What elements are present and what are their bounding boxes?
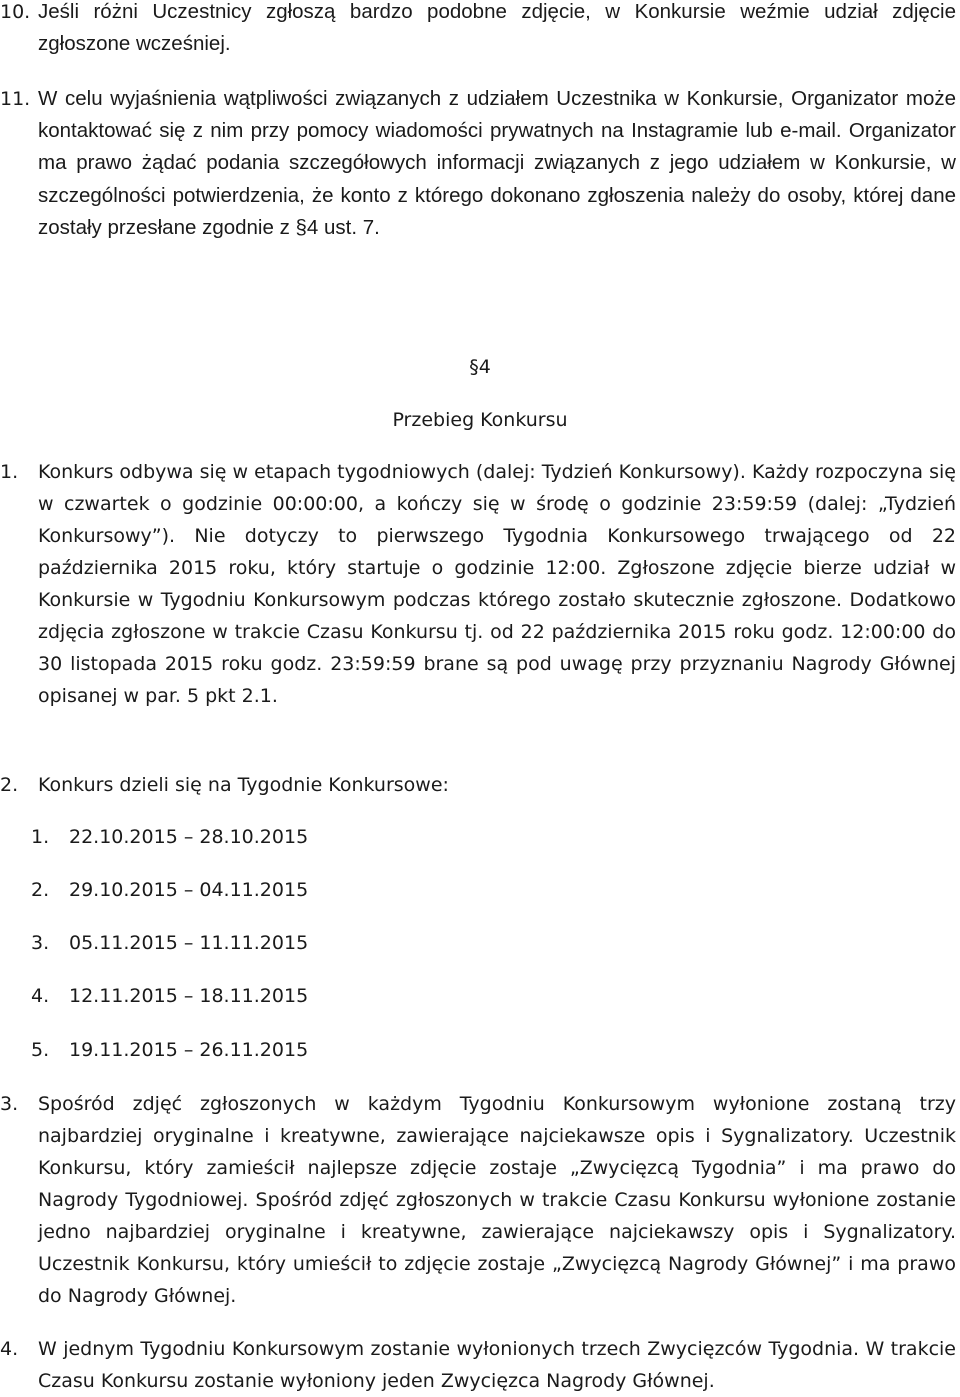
list-number: 11.	[0, 88, 31, 110]
list-item-4	[0, 1333, 960, 1397]
list-number: 3.	[0, 1093, 19, 1115]
list-number: 1.	[0, 461, 19, 483]
list-number: 2.	[0, 774, 19, 796]
list-text: Spośród zdjęć zgłoszonych w każdym Tygodniu Konkursowym wyłonione zostaną trzy najbardziej oryginalne i kreatywne, zawierające najciekawsze opis i Sygnalizatory. Uczestnik Konkursu, który zamieścił najlepsze zdjęcie zostaje „Zwycięzcą Tygodnia” i ma prawo do Nagrody Tygodniowej. Spośród zdjęć zgłoszonych w trakcie Czasu Konkursu wyłonione zostanie jedno najbardziej oryginalne i kreatywne, zawierające najciekawszy opis i Sygnalizatory. Uczestnik Konkursu, który umieścił to zdjęcie zostaje „Zwycięzcą Nagrody Głównej” i ma prawo do Nagrody Głównej.	[38, 1093, 956, 1307]
week-range: 22.10.2015 – 28.10.2015	[69, 826, 309, 848]
list-text: Konkurs odbywa się w etapach tygodniowych (dalej: Tydzień Konkursowy). Każdy rozpoczyna się w czwartek o godzinie 00:00:00, a kończy się w środę o godzinie 23:59:59 (dalej: „Tydzień Konkursowy”). Nie dotyczy to pierwszego Tygodnia Konkursowego trwającego od 22 października 2015 roku, który startuje o godzinie 12:00. Zgłoszone zdjęcie bierze udział w Konkursie w Tygodniu Konkursowym podczas którego zostało skutecznie zgłoszone. Dodatkowo zdjęcia zgłoszone w trakcie Czasu Konkursu tj. od 22 października 2015 roku godz. 12:00:00 do 30 listopada 2015 roku godz. 23:59:59 brane są pod uwagę przy przyznaniu Nagrody Głównej opisanej w par. 5 pkt 2.1.	[38, 461, 956, 707]
list-text: W jednym Tygodniu Konkursowym zostanie wyłonionych trzech Zwycięzców Tygodnia. W trakcie Czasu Konkursu zostanie wyłoniony jeden Zwycięzca Nagrody Głównej.	[38, 1338, 956, 1392]
week-number: 3.	[31, 932, 50, 954]
list-text: W celu wyjaśnienia wątpliwości związanych z udziałem Uczestnika w Konkursie, Organizator może kontaktować się z nim przy pomocy wiadomości prywatnych na Instagramie lub e-mail. Organizator ma prawo żądać podania szczegółowych informacji związanych z jego udziałem w Konkursie, w szczególności potwierdzenia, że konto z którego dokonano zgłoszenia należy do osoby, której dane zostały przesłane zgodnie z §4 ust. 7.	[38, 87, 956, 239]
list-item-11	[0, 83, 960, 244]
week-number: 5.	[31, 1039, 50, 1061]
list-item-10	[0, 0, 960, 60]
week-number: 2.	[31, 879, 50, 901]
list-number: 10.	[0, 1, 31, 23]
list-number: 4.	[0, 1338, 19, 1360]
week-range: 19.11.2015 – 26.11.2015	[69, 1039, 309, 1061]
section-symbol: §4	[469, 356, 491, 378]
list-item-1	[0, 456, 960, 712]
week-range: 05.11.2015 – 11.11.2015	[69, 932, 309, 954]
week-range: 29.10.2015 – 04.11.2015	[69, 879, 309, 901]
list-text: Jeśli różni Uczestnicy zgłoszą bardzo podobne zdjęcie, w Konkursie weźmie udział zdjęcie zgłoszone wcześniej.	[38, 0, 956, 56]
week-range: 12.11.2015 – 18.11.2015	[69, 985, 309, 1007]
list-item-2	[0, 769, 960, 801]
list-text: Konkurs dzieli się na Tygodnie Konkursowe:	[38, 774, 449, 796]
week-number: 4.	[31, 985, 50, 1007]
section-title: Przebieg Konkursu	[392, 409, 568, 431]
week-number: 1.	[31, 826, 50, 848]
list-item-3	[0, 1088, 960, 1312]
